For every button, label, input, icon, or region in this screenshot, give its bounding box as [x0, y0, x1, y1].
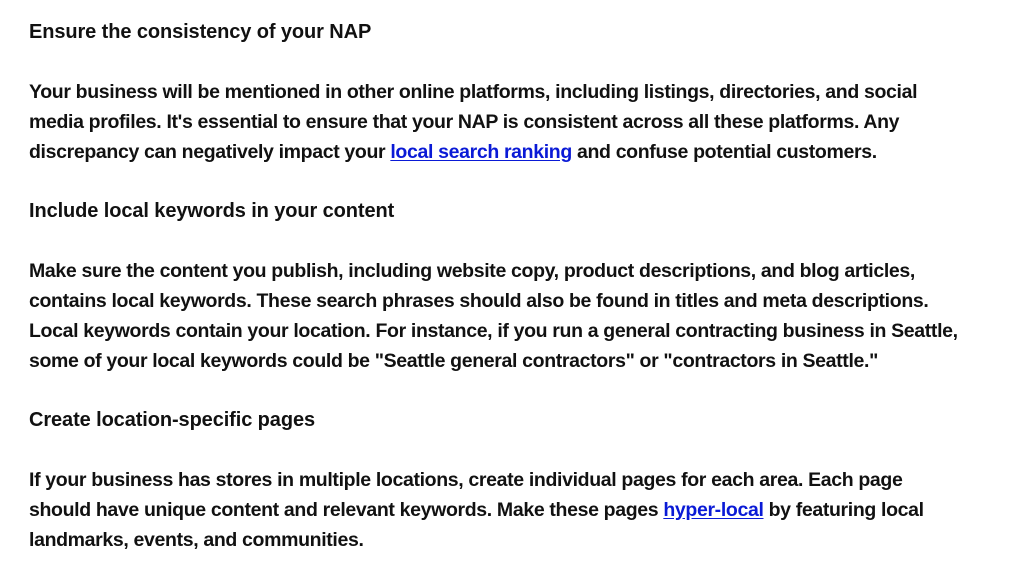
paragraph-line: media profiles. It's essential to ensure that your NAP is consistent across all these platforms. Any	[29, 111, 900, 133]
paragraph-line: Local keywords contain your location. For instance, if you run a general contracting business in Seattle,	[29, 320, 958, 342]
paragraph-line: If your business has stores in multiple locations, create individual pages for each area. Each page	[29, 469, 903, 491]
local-search-ranking-link[interactable]: local search ranking	[390, 141, 572, 163]
paragraph-text: should have unique content and relevant keywords. Make these pages	[29, 499, 664, 521]
paragraph-line: Make sure the content you publish, including website copy, product descriptions, and blog articles,	[29, 260, 915, 282]
section-heading-location-pages: Create location-specific pages	[29, 409, 315, 431]
paragraph-line: some of your local keywords could be "Seattle general contractors" or "contractors in Seattle."	[29, 350, 878, 372]
paragraph-line-with-link	[29, 137, 917, 167]
section-heading-local-keywords: Include local keywords in your content	[29, 200, 395, 222]
paragraph-line: landmarks, events, and communities.	[29, 529, 364, 551]
section-paragraph-local-keywords	[29, 256, 958, 376]
paragraph-text: discrepancy can negatively impact your	[29, 141, 391, 163]
paragraph-line: contains local keywords. These search phrases should also be found in titles and meta descriptions.	[29, 290, 929, 312]
paragraph-line: Your business will be mentioned in other online platforms, including listings, directories, and social	[29, 81, 918, 103]
section-heading-nap: Ensure the consistency of your NAP	[29, 21, 372, 43]
section-paragraph-location-pages	[29, 465, 924, 555]
paragraph-text: by featuring local	[763, 499, 924, 521]
paragraph-text: and confuse potential customers.	[571, 141, 877, 163]
hyper-local-link[interactable]: hyper-local	[663, 499, 764, 521]
section-paragraph-nap	[29, 77, 917, 167]
paragraph-line-with-link	[29, 495, 924, 525]
